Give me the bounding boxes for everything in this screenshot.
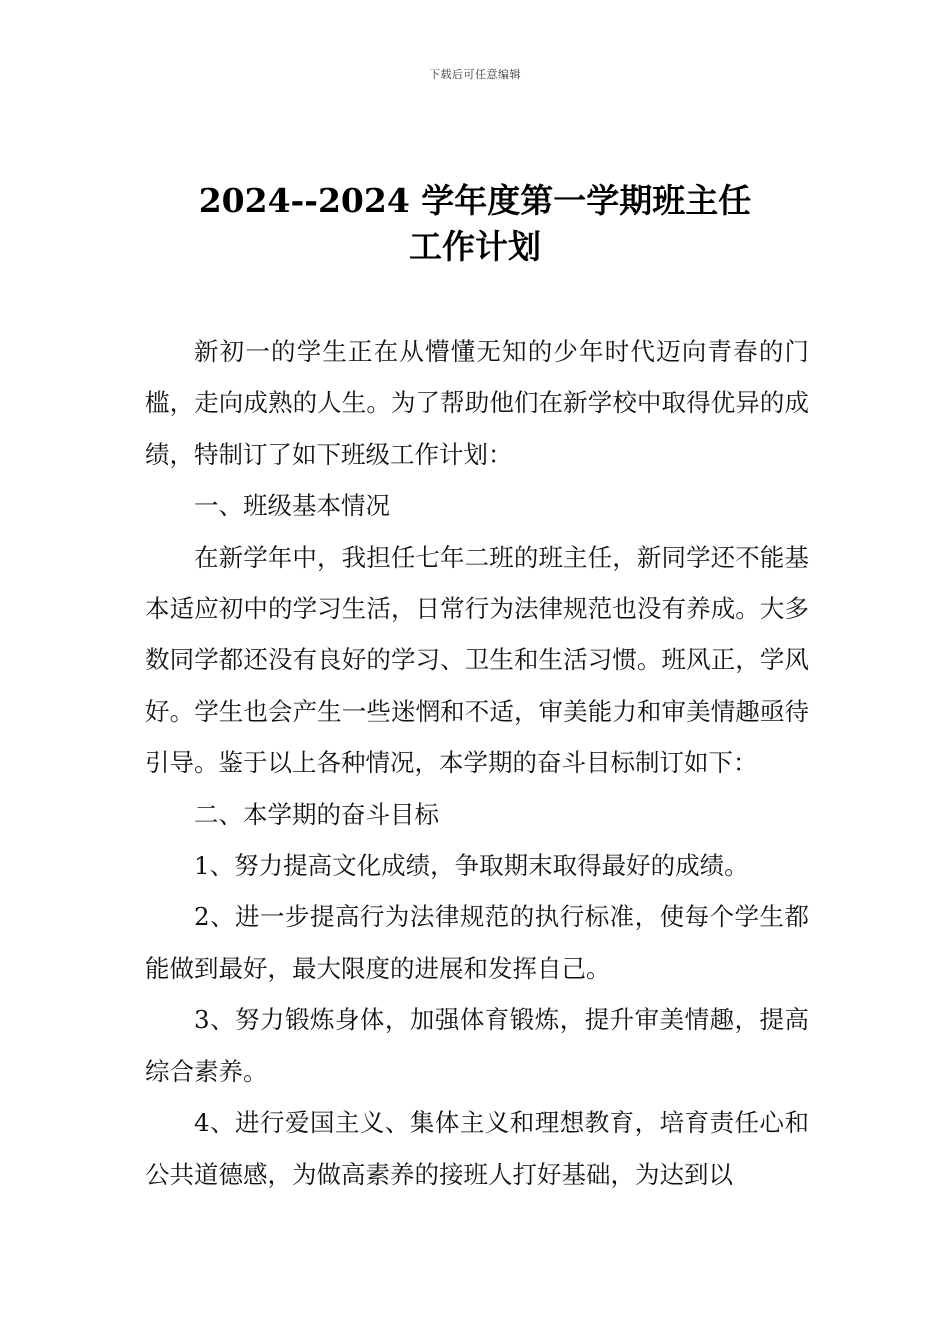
- page-title: [0, 178, 950, 270]
- goal-item-4: 4、进行爱国主义、集体主义和理想教育，培育责任心和公共道德感，为做高素养的接班人打好基础，为达到以: [145, 1108, 809, 1189]
- goal-item-2: 2、进一步提高行为法律规范的执行标准，使每个学生都能做到最好，最大限度的进展和发挥自己。: [145, 902, 809, 983]
- goal-item-3: 3、努力锻炼身体，加强体育锻炼，提升审美情趣，提高综合素养。: [145, 1005, 809, 1086]
- goal-item-1: 1、努力提高文化成绩，争取期末取得最好的成绩。: [194, 851, 749, 881]
- intro-paragraph: 新初一的学生正在从懵懂无知的少年时代迈向青春的门槛，走向成熟的人生。为了帮助他们在新学校中取得优异的成绩，特制订了如下班级工作计划：: [145, 337, 809, 469]
- title-line-2: 工作计划: [409, 227, 541, 266]
- document-body: [145, 326, 809, 1200]
- title-line-1: 2024--2024 学年度第一学期班主任: [198, 181, 752, 220]
- header-note: 下载后可任意编辑: [429, 68, 521, 81]
- section-heading-2: 二、本学期的奋斗目标: [194, 799, 439, 829]
- class-situation-paragraph: 在新学年中，我担任七年二班的班主任，新同学还不能基本适应初中的学习生活，日常行为法律规范也没有养成。大多数同学都还没有良好的学习、卫生和生活习惯。班风正，学风好。学生也会产生一些迷惘和不适，审美能力和审美情趣亟待引导。鉴于以上各种情况，本学期的奋斗目标制订如下：: [145, 542, 809, 778]
- section-heading-1: 一、班级基本情况: [194, 491, 390, 521]
